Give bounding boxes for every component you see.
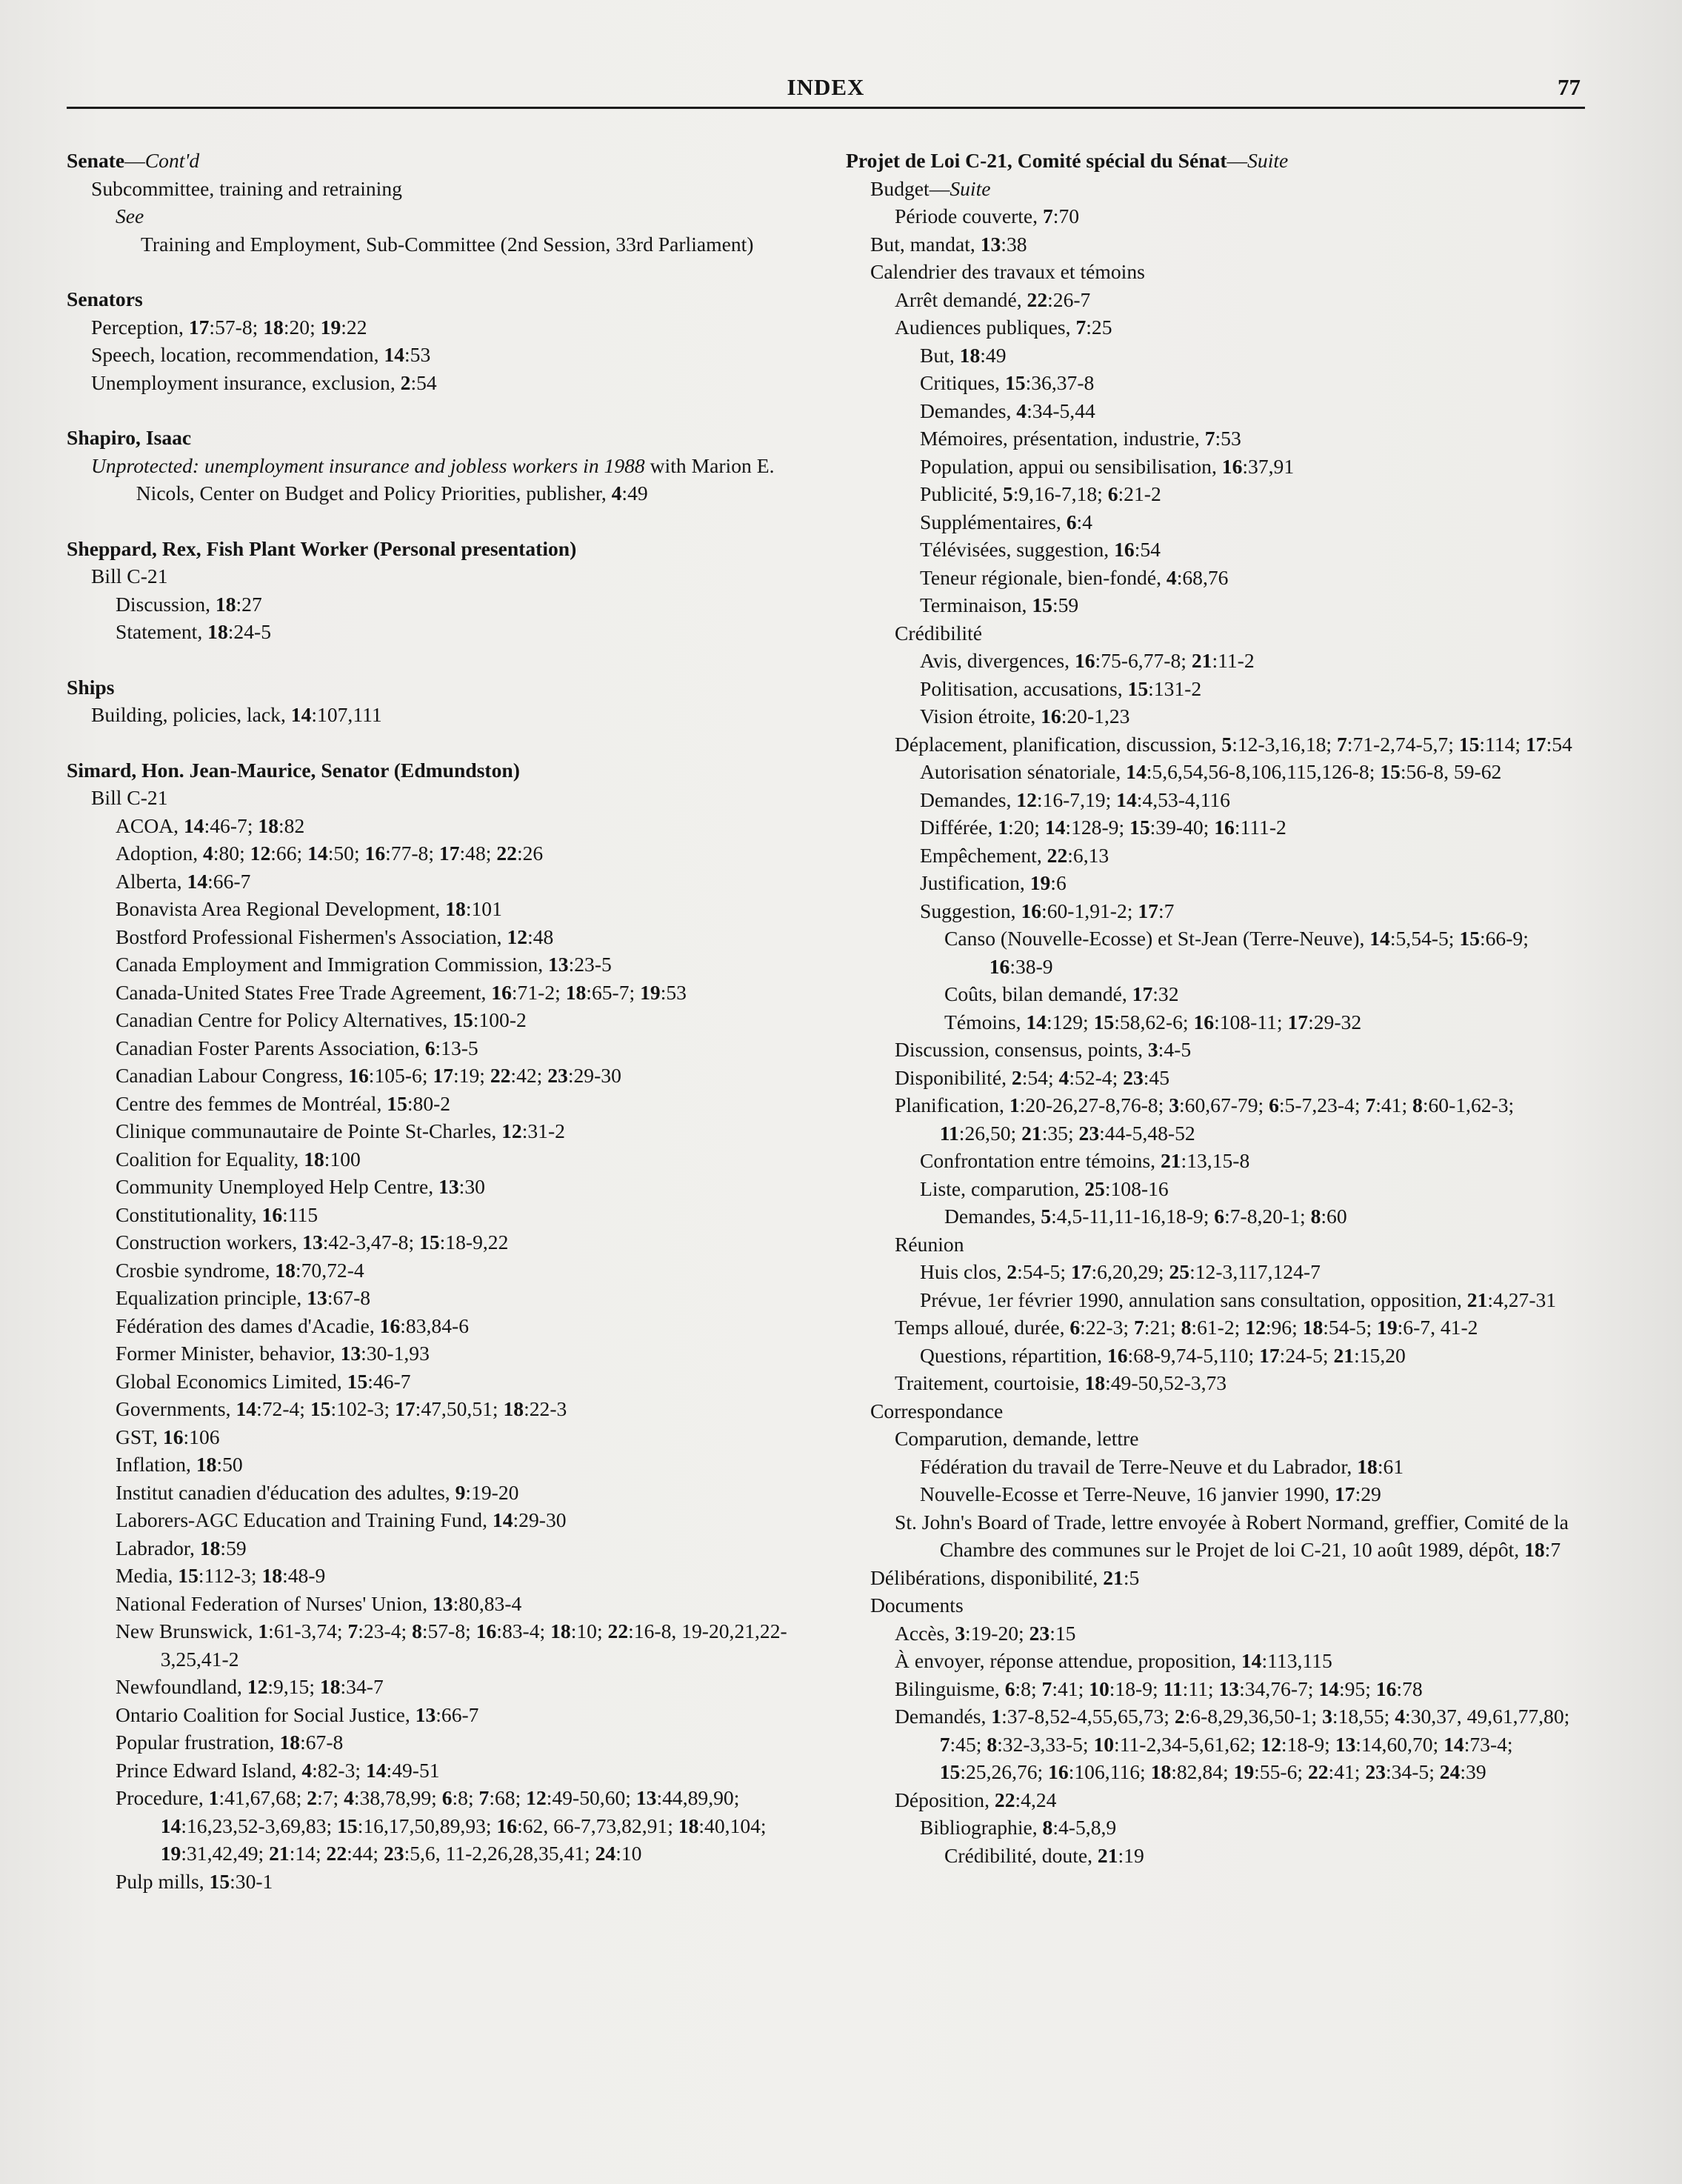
index-entry: Governments, 14:72-4; 15:102-3; 17:47,50,51; 18:22-3	[116, 1397, 567, 1420]
index-entry: Réunion	[895, 1232, 964, 1256]
index-heading: Senate—Cont'd	[67, 149, 200, 172]
index-entry: Unprotected: unemployment insurance and jobless workers in 1988 with Marion E. Nicols, Center on Budget and Policy Priorities, publisher, 4:49	[91, 453, 775, 505]
index-entry: GST, 16:106	[116, 1425, 220, 1448]
index-entry: Période couverte, 7:70	[895, 204, 1080, 227]
index-entry: Adoption, 4:80; 12:66; 14:50; 16:77-8; 17:48; 22:26	[116, 842, 544, 865]
index-entry: Perception, 17:57-8; 18:20; 19:22	[91, 315, 367, 339]
index-entry: Vision étroite, 16:20-1,23	[920, 705, 1130, 728]
index-entry: Coûts, bilan demandé, 17:32	[944, 982, 1179, 1005]
index-entry: Discussion, consensus, points, 3:4-5	[895, 1038, 1192, 1061]
index-entry: Bostford Professional Fishermen's Association, 12:48	[116, 925, 554, 948]
index-entry: Huis clos, 2:54-5; 17:6,20,29; 25:12-3,117,124-7	[920, 1260, 1321, 1283]
index-entry: Demandes, 4:34-5,44	[920, 399, 1095, 422]
index-entry: Alberta, 14:66-7	[116, 869, 251, 893]
index-entry: Accès, 3:19-20; 23:15	[895, 1621, 1076, 1645]
index-entry: Déplacement, planification, discussion, 5:12-3,16,18; 7:71-2,74-5,7; 15:114; 17:54	[895, 732, 1572, 756]
index-entry: Avis, divergences, 16:75-6,77-8; 21:11-2	[920, 649, 1255, 672]
index-entry: Publicité, 5:9,16-7,18; 6:21-2	[920, 482, 1161, 505]
index-entry: Bibliographie, 8:4-5,8,9	[920, 1816, 1117, 1839]
index-entry: Subcommittee, training and retraining	[91, 176, 402, 200]
index-entry: Bonavista Area Regional Development, 18:101	[116, 897, 502, 920]
index-entry: Bill C-21	[91, 565, 168, 587]
index-entry: Empêchement, 22:6,13	[920, 843, 1109, 867]
index-entry: Arrêt demandé, 22:26-7	[895, 287, 1091, 311]
index-entry: Training and Employment, Sub-Committee (2nd Session, 33rd Parliament)	[141, 232, 754, 256]
index-entry: Demandes, 12:16-7,19; 14:4,53-4,116	[920, 788, 1230, 811]
index-entry: Equalization principle, 13:67-8	[116, 1286, 371, 1309]
index-entry: Fédération des dames d'Acadie, 16:83,84-6	[116, 1314, 470, 1337]
index-entry: Labrador, 18:59	[116, 1536, 247, 1559]
page-title: INDEX	[787, 74, 865, 100]
index-entry: Nouvelle-Ecosse et Terre-Neuve, 16 janvier 1990, 17:29	[920, 1482, 1381, 1505]
index-entry: Centre des femmes de Montréal, 15:80-2	[116, 1091, 451, 1115]
index-heading: Projet de Loi C-21, Comité spécial du Sénat—Suite	[846, 149, 1289, 172]
index-entry: Supplémentaires, 6:4	[920, 510, 1092, 533]
index-entry: Newfoundland, 12:9,15; 18:34-7	[116, 1675, 384, 1698]
index-entry: ACOA, 14:46-7; 18:82	[116, 813, 305, 837]
index-entry: Canadian Centre for Policy Alternatives, 15:100-2	[116, 1008, 527, 1031]
index-entry: New Brunswick, 1:61-3,74; 7:23-4; 8:57-8; 16:83-4; 18:10; 22:16-8, 19-20,21,22-3,25,41-2	[116, 1619, 787, 1671]
index-entry: Prince Edward Island, 4:82-3; 14:49-51	[116, 1758, 440, 1782]
index-entry: Procedure, 1:41,67,68; 2:7; 4:38,78,99; 6:8; 7:68; 12:49-50,60; 13:44,89,90; 14:16,23,52-3,69,83; 15:16,17,50,89,93; 16:62, 66-7,73,82,91; 18:40,104; 19:31,42,49; 21:14; 22:44; 23:5,6, 11-2,26,28,35,41; 24:10	[116, 1786, 767, 1865]
index-entry: Documents	[870, 1594, 964, 1617]
index-entry: Correspondance	[870, 1399, 1004, 1422]
index-entry: Fédération du travail de Terre-Neuve et du Labrador, 18:61	[920, 1454, 1404, 1478]
index-column-right	[846, 147, 1586, 1869]
index-entry: Autorisation sénatoriale, 14:5,6,54,56-8,106,115,126-8; 15:56-8, 59-62	[920, 760, 1502, 783]
index-entry: Canso (Nouvelle-Ecosse) et St-Jean (Terre-Neuve), 14:5,54-5; 15:66-9; 16:38-9	[944, 927, 1529, 978]
index-entry: Planification, 1:20-26,27-8,76-8; 3:60,67-79; 6:5-7,23-4; 7:41; 8:60-1,62-3; 11:26,50; 21:35; 23:44-5,48-52	[895, 1093, 1515, 1145]
index-entry: But, 18:49	[920, 343, 1007, 367]
index-entry: Demandes, 5:4,5-11,11-16,18-9; 6:7-8,20-1; 8:60	[944, 1205, 1347, 1228]
index-entry: Constitutionality, 16:115	[116, 1202, 318, 1226]
index-entry: Différée, 1:20; 14:128-9; 15:39-40; 16:111-2	[920, 816, 1286, 839]
index-entry: Terminaison, 15:59	[920, 593, 1079, 616]
index-entry: Building, policies, lack, 14:107,111	[91, 703, 382, 726]
index-entry: Temps alloué, durée, 6:22-3; 7:21; 8:61-2; 12:96; 18:54-5; 19:6-7, 41-2	[895, 1316, 1478, 1339]
index-entry: Mémoires, présentation, industrie, 7:53	[920, 427, 1241, 450]
index-entry: Canadian Labour Congress, 16:105-6; 17:19; 22:42; 23:29-30	[116, 1064, 621, 1087]
index-entry: Global Economics Limited, 15:46-7	[116, 1369, 411, 1393]
index-entry: Prévue, 1er février 1990, annulation sans consultation, opposition, 21:4,27-31	[920, 1288, 1557, 1311]
index-entry: Justification, 19:6	[920, 871, 1067, 894]
index-entry: Télévisées, suggestion, 16:54	[920, 538, 1161, 561]
index-entry: À envoyer, réponse attendue, proposition, 14:113,115	[895, 1649, 1332, 1672]
index-entry: Statement, 18:24-5	[116, 620, 271, 643]
index-entry: Liste, comparution, 25:108-16	[920, 1176, 1169, 1200]
index-entry: Crédibilité	[895, 621, 983, 645]
index-entry: Unemployment insurance, exclusion, 2:54	[91, 370, 437, 394]
index-entry: Pulp mills, 15:30-1	[116, 1869, 273, 1893]
index-entry: Audiences publiques, 7:25	[895, 316, 1112, 339]
index-heading: Senators	[67, 287, 143, 310]
index-entry: Discussion, 18:27	[116, 592, 262, 616]
index-entry: Canadian Foster Parents Association, 6:13-5	[116, 1036, 478, 1059]
index-entry: But, mandat, 13:38	[870, 232, 1027, 256]
index-entry: Laborers-AGC Education and Training Fund, 14:29-30	[116, 1508, 567, 1531]
index-entry: See	[116, 204, 144, 227]
index-entry: Témoins, 14:129; 15:58,62-6; 16:108-11; 17:29-32	[944, 1010, 1362, 1033]
index-entry: Disponibilité, 2:54; 4:52-4; 23:45	[895, 1065, 1169, 1089]
index-entry: Construction workers, 13:42-3,47-8; 15:18-9,22	[116, 1231, 509, 1254]
index-heading: Simard, Hon. Jean-Maurice, Senator (Edmundston)	[67, 758, 520, 782]
index-entry: Media, 15:112-3; 18:48-9	[116, 1564, 326, 1587]
index-heading: Sheppard, Rex, Fish Plant Worker (Personal presentation)	[67, 536, 577, 560]
index-entry: Questions, répartition, 16:68-9,74-5,110; 17:24-5; 21:15,20	[920, 1343, 1406, 1367]
index-entry: Institut canadien d'éducation des adultes, 9:19-20	[116, 1480, 519, 1504]
index-entry: Canada-United States Free Trade Agreement, 16:71-2; 18:65-7; 19:53	[116, 980, 687, 1004]
index-entry: Teneur régionale, bien-fondé, 4:68,76	[920, 565, 1229, 589]
index-column-left	[67, 147, 811, 1895]
index-entry: Suggestion, 16:60-1,91-2; 17:7	[920, 899, 1175, 922]
index-heading: Shapiro, Isaac	[67, 426, 192, 449]
index-entry: St. John's Board of Trade, lettre envoyée à Robert Normand, greffier, Comité de la Chambre des communes sur le Projet de loi C-21, 10 août 1989, dépôt, 18:7	[895, 1510, 1569, 1561]
index-entry: National Federation of Nurses' Union, 13:80,83-4	[116, 1591, 522, 1615]
index-heading: Ships	[67, 675, 115, 699]
index-entry: Ontario Coalition for Social Justice, 13:66-7	[116, 1702, 479, 1726]
page-header	[67, 71, 1585, 109]
index-entry: Budget—Suite	[870, 176, 991, 200]
index-entry: Déposition, 22:4,24	[895, 1788, 1057, 1811]
index-entry: Bilinguisme, 6:8; 7:41; 10:18-9; 11:11; 13:34,76-7; 14:95; 16:78	[895, 1677, 1423, 1700]
index-entry: Speech, location, recommendation, 14:53	[91, 343, 431, 366]
index-entry: Traitement, courtoisie, 18:49-50,52-3,73	[895, 1371, 1227, 1394]
index-entry: Inflation, 18:50	[116, 1453, 243, 1476]
index-entry: Former Minister, behavior, 13:30-1,93	[116, 1342, 430, 1365]
index-entry: Community Unemployed Help Centre, 13:30	[116, 1175, 485, 1198]
index-entry: Confrontation entre témoins, 21:13,15-8	[920, 1149, 1250, 1172]
index-entry: Bill C-21	[91, 786, 168, 809]
index-entry: Demandés, 1:37-8,52-4,55,65,73; 2:6-8,29,36,50-1; 3:18,55; 4:30,37, 49,61,77,80; 7:45; 8:32-3,33-5; 10:11-2,34-5,61,62; 12:18-9; 13:14,60,70; 14:73-4; 15:25,26,76; 16:106,116; 18:82,84; 19:55-6; 22:41; 23:34-5; 24:39	[895, 1705, 1570, 1783]
index-entry: Calendrier des travaux et témoins	[870, 260, 1145, 283]
index-entry: Délibérations, disponibilité, 21:5	[870, 1565, 1140, 1589]
index-entry: Clinique communautaire de Pointe St-Charles, 12:31-2	[116, 1119, 565, 1142]
index-entry: Population, appui ou sensibilisation, 16:37,91	[920, 454, 1295, 478]
page-number: 77	[1558, 74, 1581, 100]
index-entry: Comparution, demande, lettre	[895, 1427, 1139, 1450]
index-entry: Critiques, 15:36,37-8	[920, 371, 1095, 394]
index-entry: Canada Employment and Immigration Commission, 13:23-5	[116, 953, 612, 976]
index-entry: Crédibilité, doute, 21:19	[944, 1843, 1144, 1867]
index-entry: Crosbie syndrome, 18:70,72-4	[116, 1258, 364, 1282]
index-entry: Popular frustration, 18:67-8	[116, 1731, 344, 1754]
index-entry: Politisation, accusations, 15:131-2	[920, 676, 1202, 700]
index-entry: Coalition for Equality, 18:100	[116, 1147, 361, 1171]
